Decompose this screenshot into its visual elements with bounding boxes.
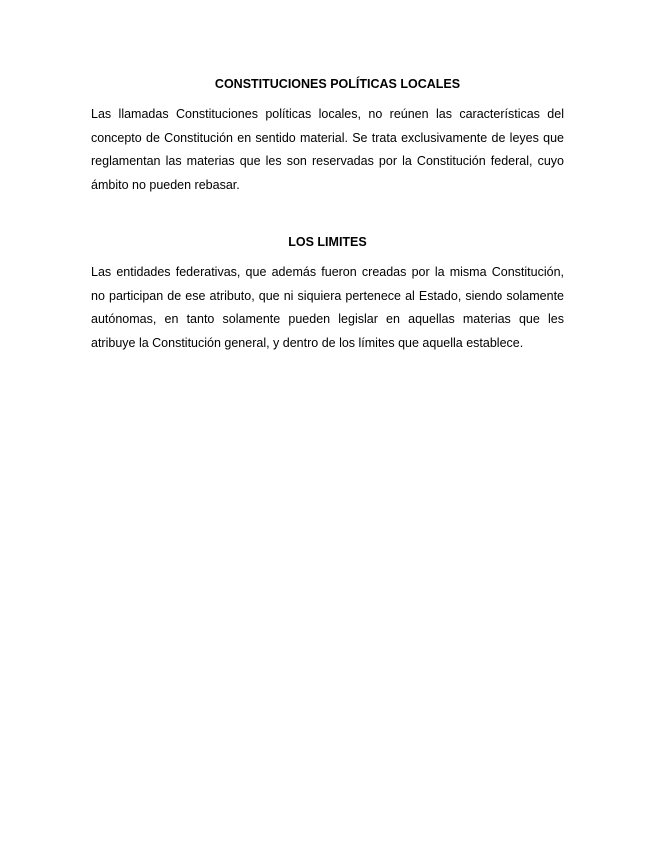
section-paragraph: Las llamadas Constituciones políticas locales, no reúnen las características del concepto de Constitución en sentido material. Se trata exclusivamente de leyes que reglamentan las materias que les son reservadas por la Constitución federal, cuyo ámbito no pueden rebasar.: [91, 107, 564, 192]
section-heading: CONSTITUCIONES POLÍTICAS LOCALES: [214, 77, 461, 91]
section-heading: LOS LIMITES: [288, 235, 367, 249]
section-los-limites: [91, 232, 564, 355]
section-paragraph: Las entidades federativas, que además fueron creadas por la misma Constitución, no participan de ese atributo, que ni siquiera pertenece al Estado, siendo solamente autónomas, en tanto solamente pueden legislar en aquellas materias que les atribuye la Constitución general, y dentro de los límites que aquella establece.: [91, 265, 564, 350]
section-constituciones-locales: [91, 74, 564, 197]
